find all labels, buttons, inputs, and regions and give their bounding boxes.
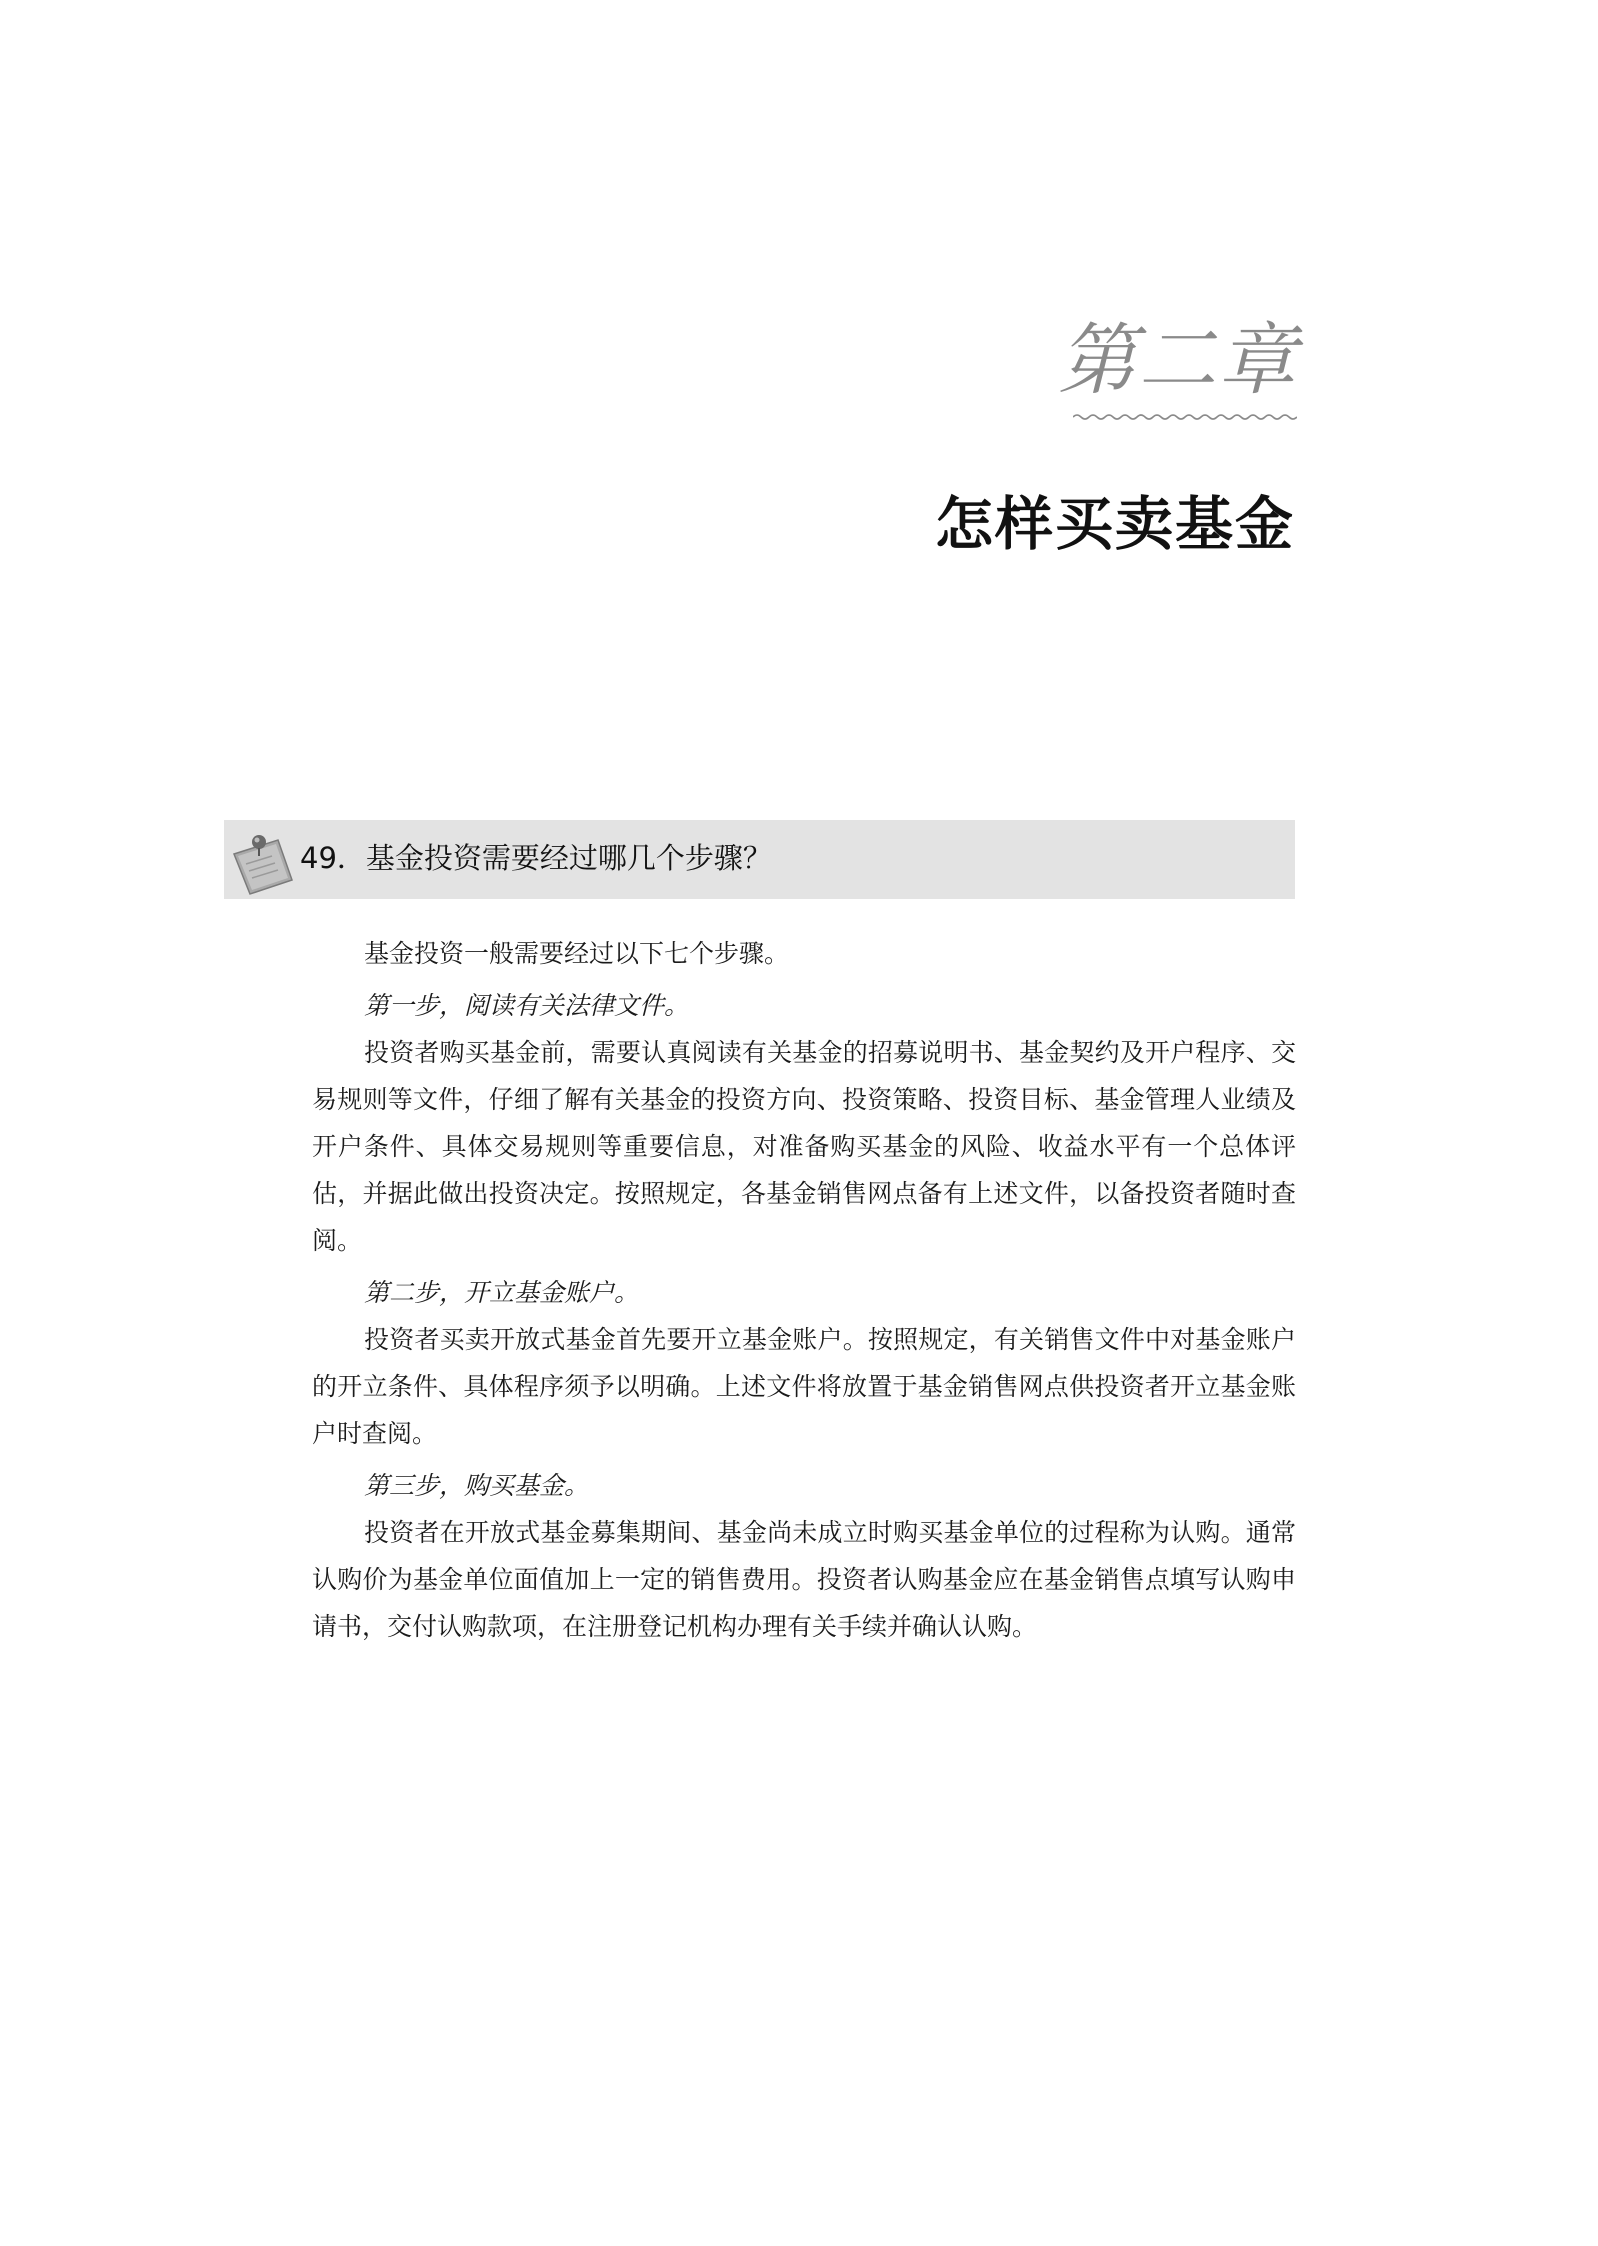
step-3-title: 第三步，购买基金。 — [364, 1471, 590, 1500]
note-pad-icon — [228, 828, 298, 898]
chapter-label: 第二章 — [1057, 316, 1298, 406]
step-1-paragraph: 投资者购买基金前，需要认真阅读有关基金的招募说明书、基金契约及开户程序、交易规则等文件，仔细了解有关基金的投资方向、投资策略、投资目标、基金管理人业绩及开户条件、具体交易规则等重要信息，对准备购买基金的风险、收益水平有一个总体评估，并据此做出投资决定。按照规定，各基金销售网点备有上述文件，以备投资者随时查阅。 — [312, 1038, 1296, 1255]
section-heading: 49．基金投资需要经过哪几个步骤？ — [300, 841, 772, 875]
step-1-title: 第一步，阅读有关法律文件。 — [364, 991, 690, 1020]
step-2-title: 第二步，开立基金账户。 — [364, 1278, 640, 1307]
intro-paragraph: 基金投资一般需要经过以下七个步骤。 — [364, 939, 790, 968]
chapter-title: 怎样买卖基金 — [934, 490, 1295, 558]
step-3-paragraph: 投资者在开放式基金募集期间、基金尚未成立时购买基金单位的过程称为认购。通常认购价为基金单位面值加上一定的销售费用。投资者认购基金应在基金销售点填写认购申请书，交付认购款项，在注册登记机构办理有关手续并确认认购。 — [312, 1518, 1296, 1641]
chapter-underline — [1073, 413, 1297, 421]
body-text — [312, 930, 1296, 1650]
step-2-paragraph: 投资者买卖开放式基金首先要开立基金账户。按照规定，有关销售文件中对基金账户的开立条件、具体程序须予以明确。上述文件将放置于基金销售网点供投资者开立基金账户时查阅。 — [312, 1325, 1296, 1448]
